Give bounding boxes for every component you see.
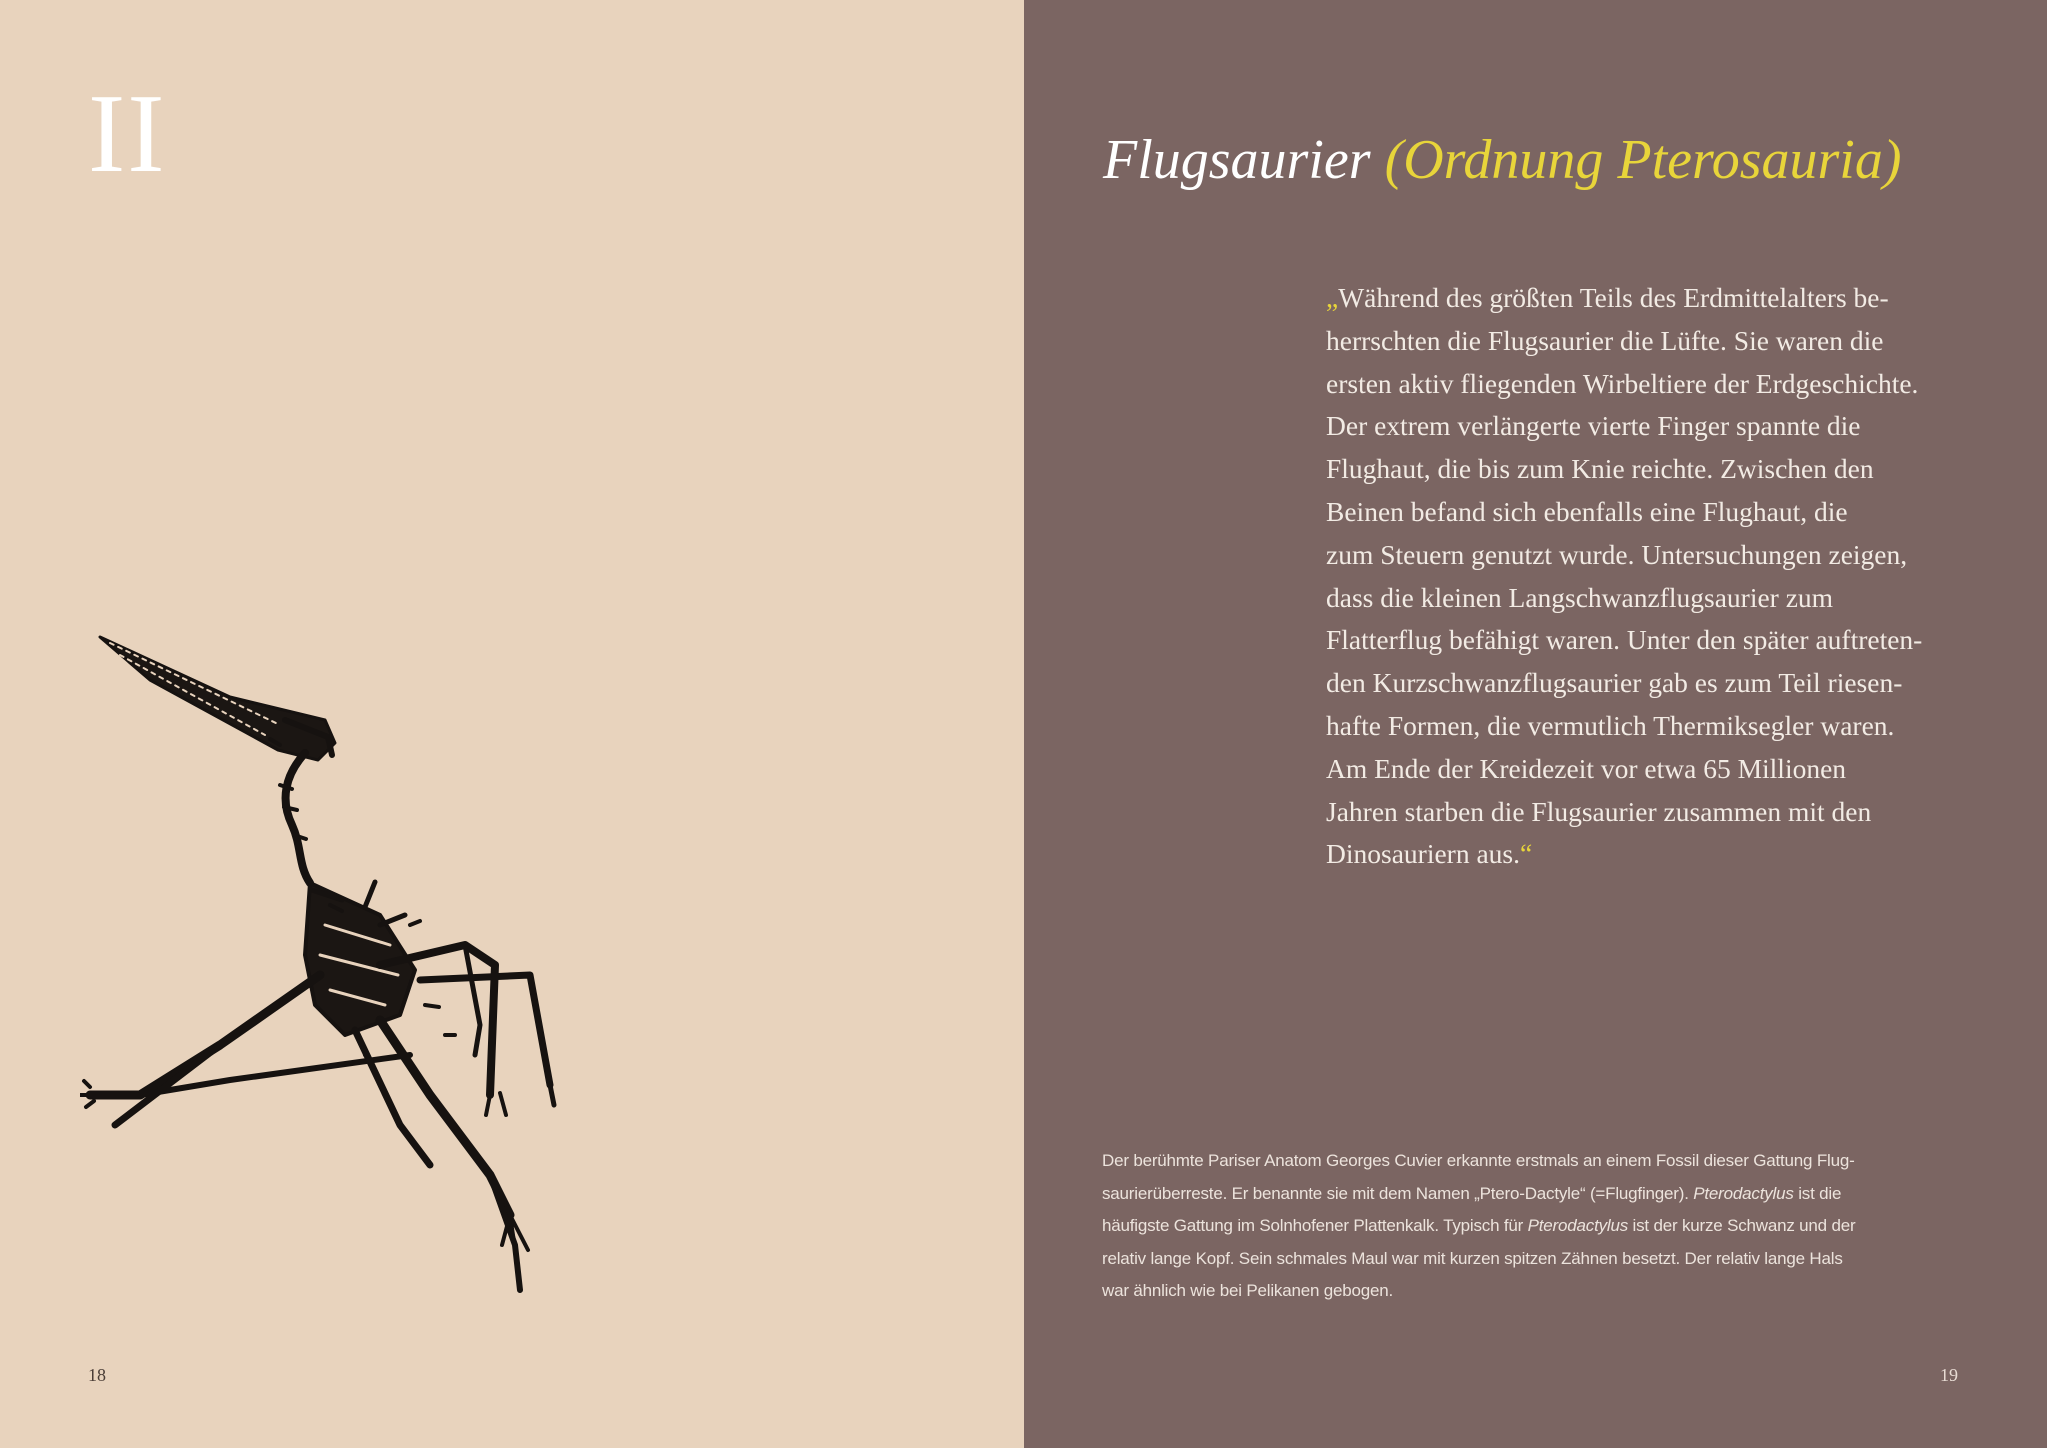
caption-line: war ähnlich wie bei Pelikanen gebogen.: [1102, 1281, 1394, 1300]
caption-line: Der berühmte Pariser Anatom Georges Cuvier erkannte erstmals an einem Fossil dieser Gattung Flug-: [1102, 1151, 1855, 1170]
page-number-right: 19: [1940, 1365, 1958, 1385]
quote-line: Beinen befand sich ebenfalls eine Flughaut, die: [1326, 495, 1848, 527]
chapter-numeral: II: [88, 72, 167, 196]
genus-name: Pterodactylus: [1693, 1183, 1794, 1203]
caption-line: relativ lange Kopf. Sein schmales Maul war mit kurzen spitzen Zähnen besetzt. Der relativ lange Hals: [1102, 1248, 1843, 1268]
quote-block: [1326, 277, 1976, 876]
quote-line: den Kurzschwanzflugsaurier gab es zum Teil riesen-: [1326, 667, 1903, 699]
quote-line: Der extrem verlängerte vierte Finger spannte die: [1326, 410, 1861, 442]
quote-line: Dinosauriern aus.“: [1326, 838, 1533, 870]
quote-line: Am Ende der Kreidezeit vor etwa 65 Millionen: [1326, 752, 1847, 784]
page-number-left: 18: [88, 1365, 106, 1385]
quote-line: zum Steuern genutzt wurde. Untersuchungen zeigen,: [1326, 538, 1908, 570]
page-title: [1103, 128, 1902, 192]
quote-line: Flughaut, die bis zum Knie reichte. Zwischen den: [1326, 453, 1874, 485]
quote-line: herrschten die Flugsaurier die Lüfte. Sie waren die: [1326, 324, 1884, 356]
caption-line: saurierüberreste. Er benannte sie mit dem Namen „Ptero-Dactyle“ (=Flugfinger). Pterodactylus ist die: [1102, 1183, 1842, 1203]
caption-line: häufigste Gattung im Solnhofener Plattenkalk. Typisch für Pterodactylus ist der kurze Schwanz und der: [1102, 1216, 1856, 1235]
quote-line: dass die kleinen Langschwanzflugsaurier zum: [1326, 581, 1834, 613]
title-taxon: (Ordnung Pterosauria): [1384, 129, 1902, 191]
quote-line: hafte Formen, die vermutlich Thermiksegler waren.: [1326, 709, 1895, 741]
opening-quote-mark: „: [1326, 282, 1339, 313]
closing-quote-mark: “: [1519, 838, 1533, 870]
genus-name: Pterodactylus: [1527, 1216, 1629, 1235]
quote-line: ersten aktiv fliegenden Wirbeltiere der Erdgeschichte.: [1326, 367, 1919, 399]
quote-line: Jahren starben die Flugsaurier zusammen mit den: [1326, 795, 1872, 827]
quote-line: Flatterflug befähigt waren. Unter den später auftreten-: [1326, 624, 1923, 656]
caption-block: [1102, 1145, 1982, 1308]
title-main: Flugsaurier: [1103, 129, 1371, 191]
quote-line: „Während des größten Teils des Erdmittelalters be-: [1326, 282, 1889, 313]
pterodactylus-fossil-illustration: [80, 625, 600, 1305]
